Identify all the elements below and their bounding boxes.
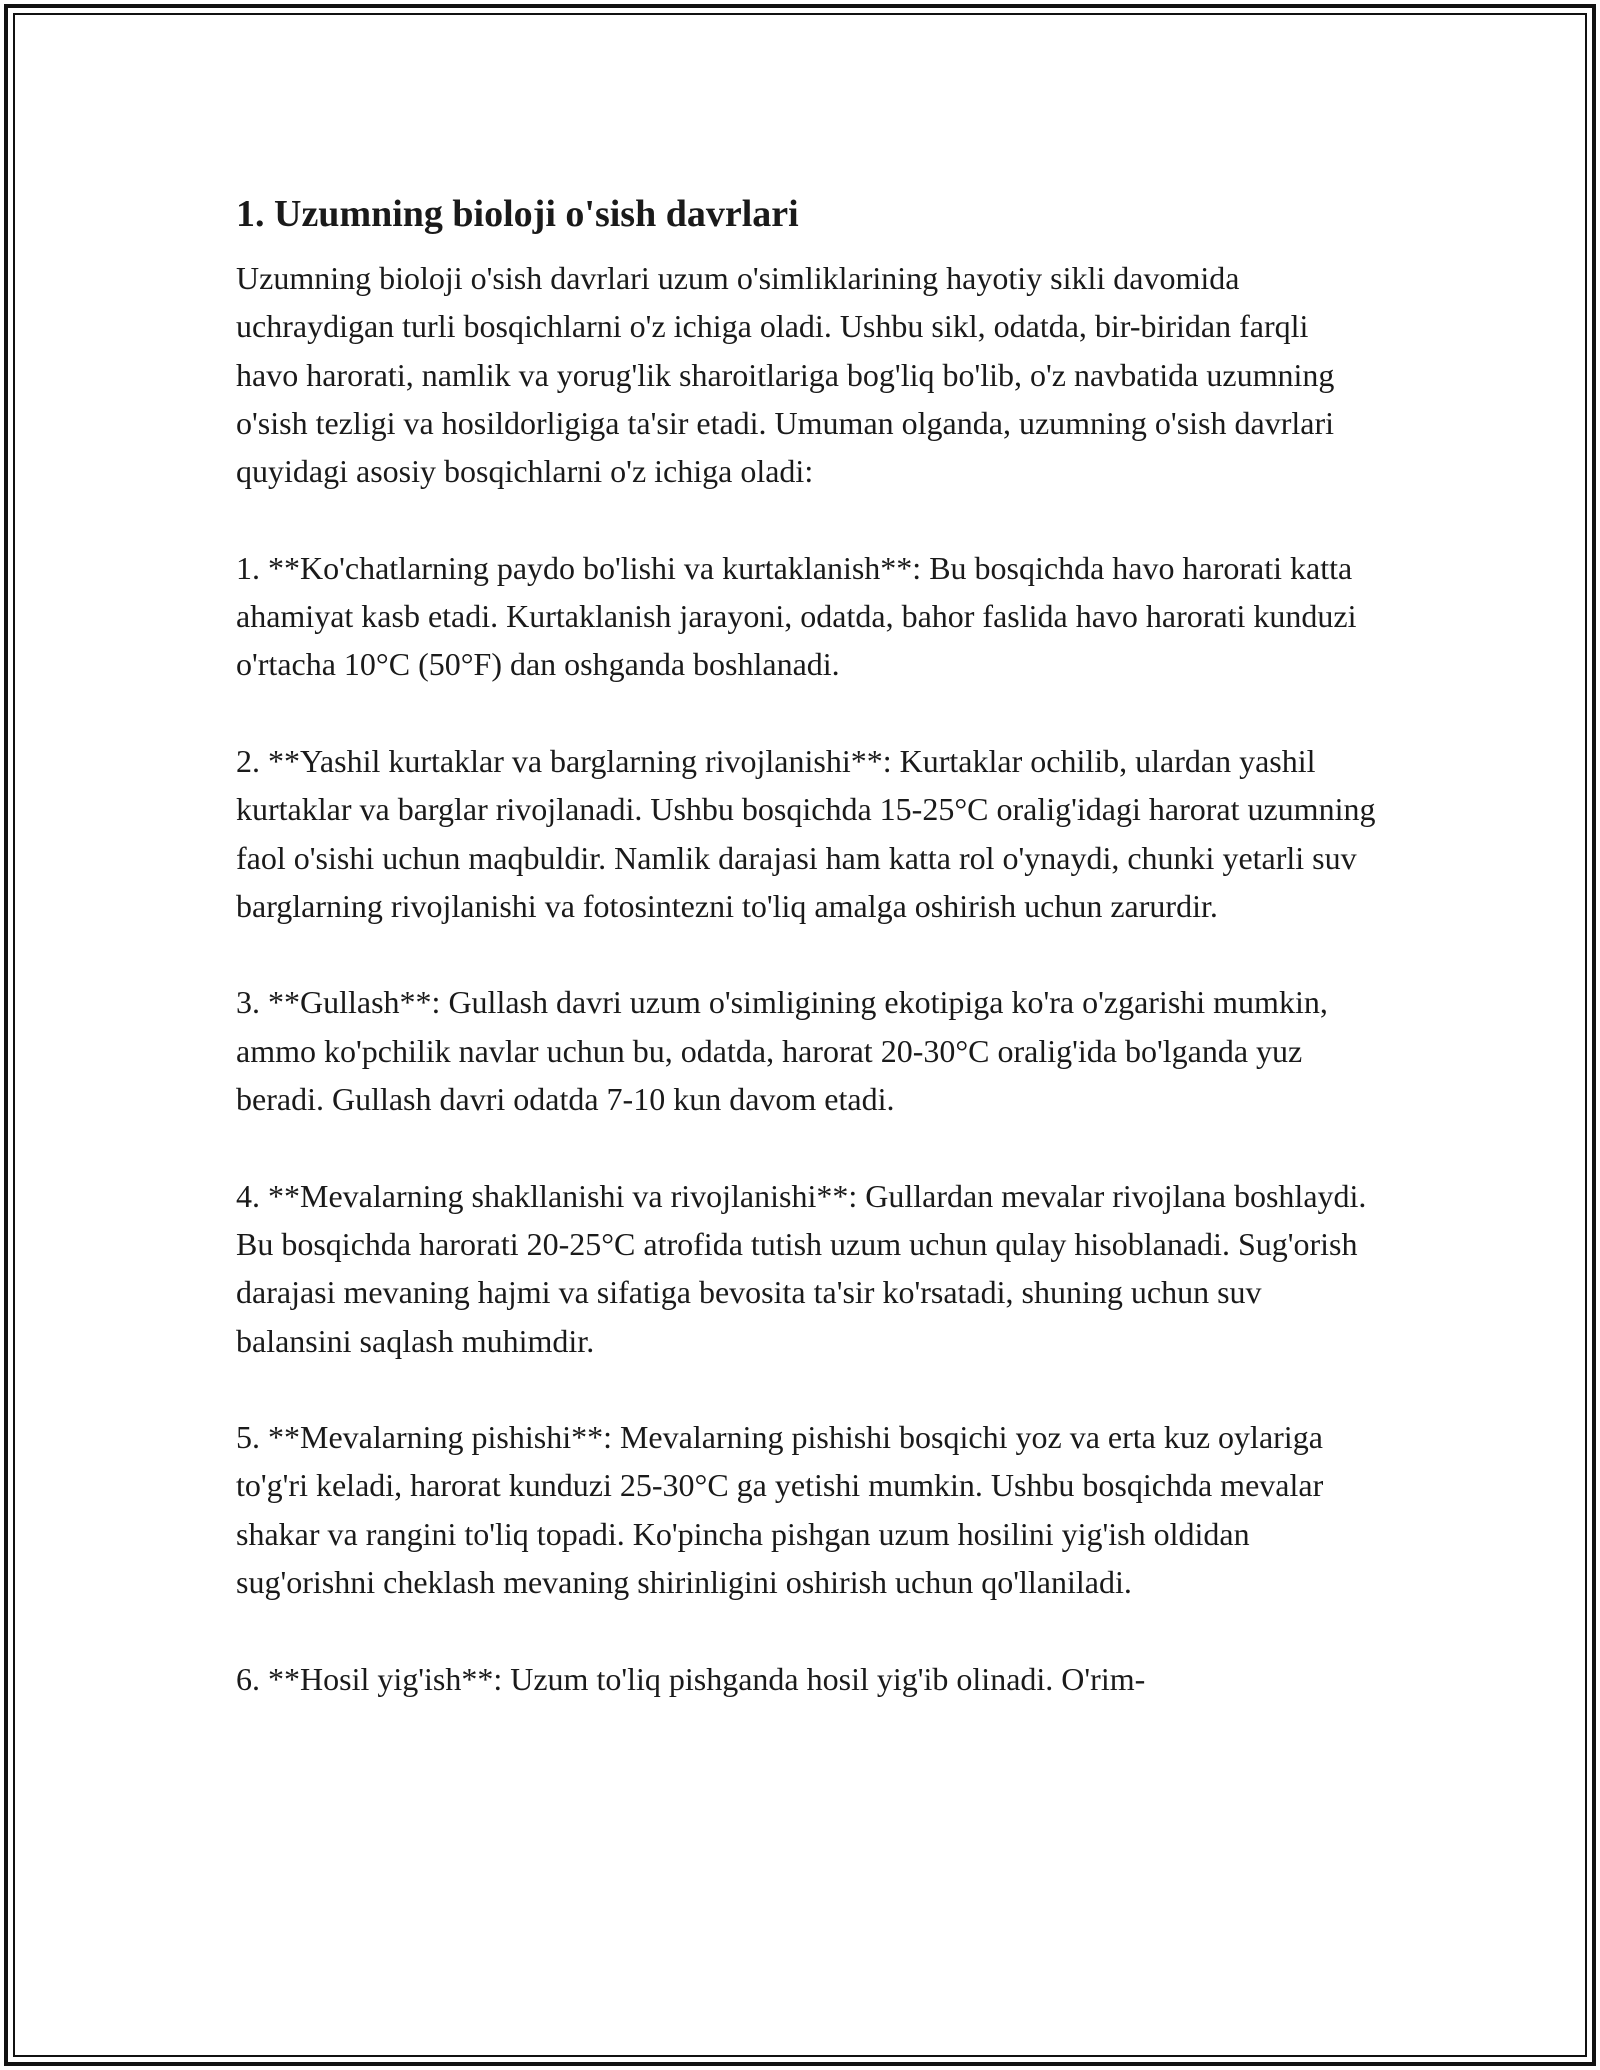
- stage-1-paragraph: 1. **Ko'chatlarning paydo bo'lishi va kurtaklanish**: Bu bosqichda havo harorati katta ahamiyat kasb etadi. Kurtaklanish jarayoni, odatda, bahor faslida havo harorati kunduzi o'rtacha 10°C (50°F) dan oshganda boshlanadi.: [236, 549, 1357, 683]
- stage-6-paragraph: 6. **Hosil yig'ish**: Uzum to'liq pishganda hosil yig'ib olinadi. O'rim-: [236, 1660, 1146, 1697]
- stage-4-paragraph: 4. **Mevalarning shakllanishi va rivojlanishi**: Gullardan mevalar rivojlana boshlaydi. Bu bosqichda harorati 20-25°C atrofida tutish uzum uchun qulay hisoblanadi. Sug'orish darajasi mevaning hajmi va sifatiga bevosita ta'sir ko'rsatadi, shuning uchun suv balansini saqlash muhimdir.: [236, 1177, 1367, 1359]
- section-heading: 1. Uzumning bioloji o'sish davrlari: [236, 193, 799, 235]
- document-body: [236, 186, 1376, 1751]
- intro-paragraph: Uzumning bioloji o'sish davrlari uzum o'simliklarining hayotiy sikli davomida uchraydigan turli bosqichlarni o'z ichiga oladi. Ushbu sikl, odatda, bir-biridan farqli havo harorati, namlik va yorug'lik sharoitlariga bog'liq bo'lib, o'z navbatida uzumning o'sish tezligi va hosildorligiga ta'sir etadi. Umuman olganda, uzumning o'sish davrlari quyidagi asosiy bosqichlarni o'z ichiga oladi:: [236, 260, 1335, 490]
- stage-5-paragraph: 5. **Mevalarning pishishi**: Mevalarning pishishi bosqichi yoz va erta kuz oylariga to'g'ri keladi, harorat kunduzi 25-30°C ga yetishi mumkin. Ushbu bosqichda mevalar shakar va rangini to'liq topadi. Ko'pincha pishgan uzum hosilini yig'ish oldidan sug'orishni cheklash mevaning shirinligini oshirish uchun qo'llaniladi.: [236, 1419, 1324, 1601]
- stage-2-paragraph: 2. **Yashil kurtaklar va barglarning rivojlanishi**: Kurtaklar ochilib, ulardan yashil kurtaklar va barglar rivojlanadi. Ushbu bosqichda 15-25°C oralig'idagi harorat uzumning faol o'sishi uchun maqbuldir. Namlik darajasi ham katta rol o'ynaydi, chunki yetarli suv barglarning rivojlanishi va fotosintezni to'liq amalga oshirish uchun zarurdir.: [236, 742, 1376, 924]
- stage-3-paragraph: 3. **Gullash**: Gullash davri uzum o'simligining ekotipiga ko'ra o'zgarishi mumkin, ammo ko'pchilik navlar uchun bu, odatda, harorat 20-30°C oralig'ida bo'lganda yuz beradi. Gullash davri odatda 7-10 kun davom etadi.: [236, 984, 1328, 1118]
